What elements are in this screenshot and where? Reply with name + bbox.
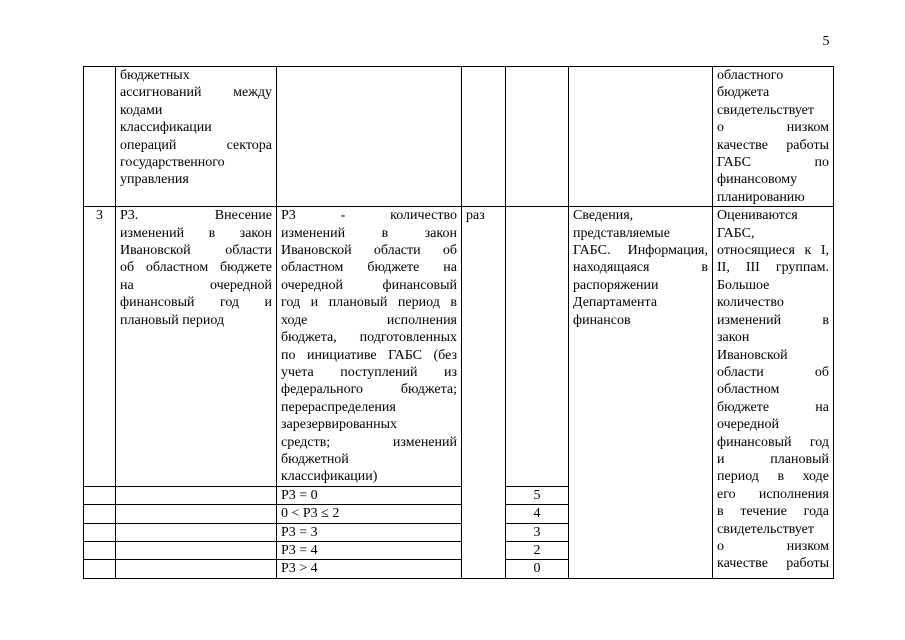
text-line: Ивановской области [120,243,272,259]
cell-name-empty [116,505,277,523]
text-line: количество [717,295,784,311]
criterion-score: 5 [506,486,569,504]
text-line: зарезервированных [281,417,398,433]
text-line: его исполнения [717,486,829,502]
cell-formula-continued [277,67,462,207]
page-number: 5 [822,34,830,49]
text-line: финансов [573,312,631,328]
cell-indicator-name [116,207,277,487]
text-line: бюджетных [120,68,190,83]
cell-name-empty [116,523,277,541]
indicator-name-text [120,207,272,329]
text-line: II, III группам. [717,260,829,276]
text-line: изменений в [717,312,829,328]
cell-unit: раз [462,207,506,579]
text-line: бюджете на [717,399,829,415]
indicators-table [83,66,834,579]
cell-number-empty [84,505,116,523]
criterion-score: 2 [506,541,569,559]
text-line: свидетельствует [717,102,814,118]
text-line: качестве работы [717,137,829,153]
text-line: Большое [717,277,770,293]
text-line: федерального бюджета; [281,382,457,398]
text-line: кодами [120,102,163,118]
text-line: находящаяся в [573,260,708,276]
text-line: относящиеся к I, [717,243,829,259]
cell-number-empty [84,523,116,541]
indicator-name-text [120,67,272,189]
text-line: ходе исполнения [281,312,457,328]
text-line: Оцениваются [717,208,798,224]
table-row-3 [84,207,834,487]
table-row-continued [84,67,834,207]
text-line: бюджета, подготовленных [281,330,457,346]
cell-number-empty [84,541,116,559]
text-line: очередной финансовый [281,277,457,293]
criterion-condition: Р3 > 4 [277,560,462,578]
text-line: качестве работы [717,556,829,572]
text-line: управления [120,172,189,188]
text-line: перераспределения [281,399,396,415]
cell-name-empty [116,560,277,578]
cell-number-empty [84,560,116,578]
cell-name-empty [116,486,277,504]
text-line: год и плановый период в [281,295,457,311]
text-line: финансовый год [717,434,829,450]
cell-comment [713,207,834,579]
text-line: свидетельствует [717,521,814,537]
cell-source-continued [569,67,713,207]
criterion-score: 4 [506,505,569,523]
cell-name-empty [116,541,277,559]
text-line: финансовому [717,172,798,188]
text-line: очередной [717,417,780,433]
text-line: Ивановской области об [281,243,457,259]
text-line: о низком [717,538,829,554]
text-line: областном [717,382,780,398]
text-line: операций сектора [120,137,272,153]
text-line: средств; изменений [281,434,457,450]
text-line: в течение года [717,504,829,520]
text-line: Ивановской [717,347,788,363]
text-line: распоряжении [573,277,659,293]
text-line: период в ходе [717,469,829,485]
cell-number-empty [84,486,116,504]
text-line: классификации [120,120,212,136]
text-line: ГАБС, [717,225,755,241]
criterion-condition: Р3 = 3 [277,523,462,541]
text-line: учета поступлений из [281,364,457,380]
text-line: бюджета [717,85,770,101]
text-line: и плановый [717,451,829,467]
text-line: закон [717,330,750,346]
cell-indicator-name-continued [116,67,277,207]
text-line: бюджетной [281,451,349,467]
comment-text [717,207,829,573]
cell-score-header [506,207,569,487]
cell-number-continued [84,67,116,207]
text-line: Сведения, [573,208,634,224]
text-line: областном бюджете на [281,260,457,276]
comment-text [717,67,829,206]
text-line: представляемые [573,225,670,241]
text-line: Департамента [573,295,658,311]
text-line: изменений в закон [120,225,272,241]
formula-text [281,207,457,486]
criterion-condition: 0 < Р3 ≤ 2 [277,505,462,523]
cell-source [569,207,713,579]
text-line: областного [717,68,784,83]
text-line: Р3 - количество [281,208,457,224]
cell-formula [277,207,462,487]
text-line: Р3. Внесение [120,208,272,224]
text-line: по инициативе ГАБС (без [281,347,457,363]
cell-score-continued [506,67,569,207]
cell-unit-continued [462,67,506,207]
criterion-condition: Р3 = 4 [277,541,462,559]
criterion-score: 0 [506,560,569,578]
text-line: изменений в закон [281,225,457,241]
text-line: государственного [120,155,225,171]
text-line: области об [717,364,829,380]
text-line: классификации) [281,469,378,485]
text-line: финансовый год и [120,295,272,311]
text-line: ГАБС. Информация, [573,243,708,259]
text-line: о низком [717,120,829,136]
text-line: ассигнований между [120,85,272,101]
criterion-score: 3 [506,523,569,541]
text-line: ГАБС по [717,155,829,171]
criterion-condition: Р3 = 0 [277,486,462,504]
text-line: планированию [717,189,805,205]
text-line: плановый период [120,312,225,328]
text-line: об областном бюджете [120,260,272,276]
cell-comment-continued [713,67,834,207]
text-line: на очередной [120,277,272,293]
cell-number: 3 [84,207,116,487]
source-text [573,207,708,329]
